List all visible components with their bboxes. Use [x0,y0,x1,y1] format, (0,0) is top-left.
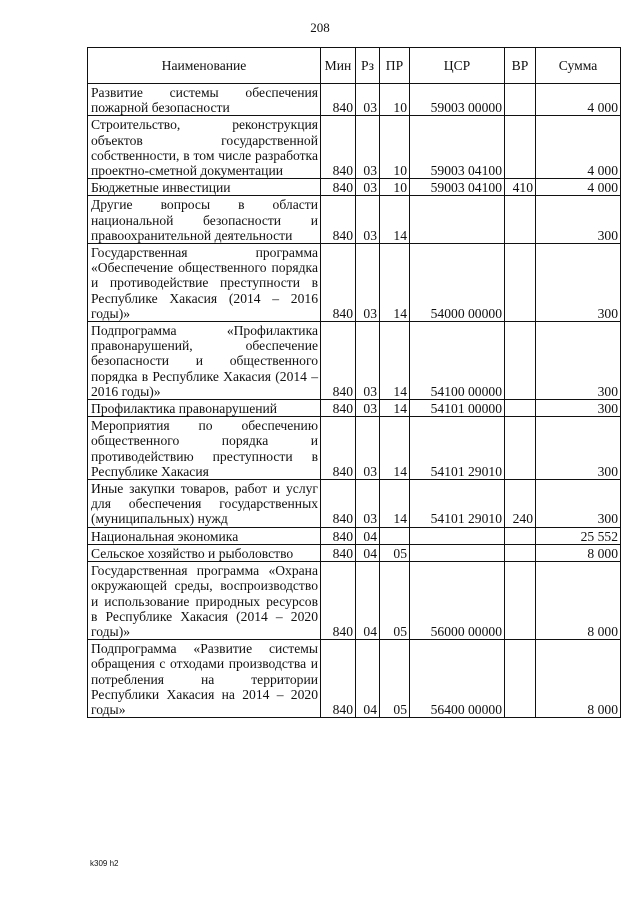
row-name: Иные закупки товаров, работ и услуг для обеспечения государственных (муниципальных) нужд [88,480,321,528]
row-vr [505,544,536,561]
row-min: 840 [321,84,356,116]
row-csr: 54101 00000 [410,400,505,417]
row-rz: 03 [356,400,380,417]
row-min: 840 [321,527,356,544]
row-sum: 8 000 [536,544,621,561]
table-header-row [88,48,621,84]
row-sum: 300 [536,417,621,480]
row-sum: 300 [536,322,621,400]
row-min: 840 [321,640,356,718]
row-pr: 14 [380,322,410,400]
row-name: Мероприятия по обеспечению общественного порядка и противодействию преступности в Республике Хакасия [88,417,321,480]
row-min: 840 [321,116,356,179]
row-rz: 03 [356,417,380,480]
row-vr [505,640,536,718]
row-pr: 14 [380,196,410,244]
header-rz: Рз [356,48,380,84]
row-rz: 03 [356,196,380,244]
row-name: Государственная программа «Охрана окружающей среды, воспроизводство и использование природных ресурсов в Республике Хакасия (2014 – 2020 годы)» [88,562,321,640]
row-min: 840 [321,417,356,480]
row-csr: 54101 29010 [410,480,505,528]
row-csr: 54101 29010 [410,417,505,480]
row-min: 840 [321,400,356,417]
row-csr [410,527,505,544]
row-vr [505,116,536,179]
row-csr: 54100 00000 [410,322,505,400]
header-vr: ВР [505,48,536,84]
row-vr [505,322,536,400]
row-min: 840 [321,244,356,322]
row-vr: 240 [505,480,536,528]
row-pr: 14 [380,417,410,480]
budget-table [87,47,621,718]
row-pr: 10 [380,179,410,196]
row-min: 840 [321,196,356,244]
table-row [88,84,621,116]
row-rz: 03 [356,116,380,179]
page-number: 208 [310,20,330,35]
row-pr: 05 [380,544,410,561]
row-pr: 14 [380,244,410,322]
row-pr: 05 [380,640,410,718]
row-vr: 410 [505,179,536,196]
row-csr: 59003 04100 [410,179,505,196]
row-pr: 14 [380,480,410,528]
row-name: Бюджетные инвестиции [88,179,321,196]
header-pr: ПР [380,48,410,84]
row-csr: 54000 00000 [410,244,505,322]
row-name: Строительство, реконструкция объектов государственной собственности, в том числе разработка проектно-сметной документации [88,116,321,179]
header-name: Наименование [88,48,321,84]
header-min: Мин [321,48,356,84]
row-sum: 4 000 [536,116,621,179]
row-sum: 300 [536,400,621,417]
row-rz: 04 [356,640,380,718]
table-row [88,527,621,544]
footer-code: k309 h2 [90,859,119,868]
row-vr [505,417,536,480]
table-body [88,84,621,718]
row-csr [410,196,505,244]
row-csr: 56400 00000 [410,640,505,718]
table-row [88,116,621,179]
row-pr: 10 [380,84,410,116]
row-min: 840 [321,480,356,528]
row-name: Национальная экономика [88,527,321,544]
row-name: Сельское хозяйство и рыболовство [88,544,321,561]
row-name: Профилактика правонарушений [88,400,321,417]
row-pr [380,527,410,544]
row-csr [410,544,505,561]
table-row [88,196,621,244]
row-min: 840 [321,322,356,400]
header-sum: Сумма [536,48,621,84]
table-row [88,322,621,400]
row-rz: 04 [356,544,380,561]
row-rz: 03 [356,244,380,322]
row-name: Другие вопросы в области национальной безопасности и правоохранительной деятельности [88,196,321,244]
table-row [88,179,621,196]
row-name: Развитие системы обеспечения пожарной безопасности [88,84,321,116]
row-sum: 300 [536,244,621,322]
table-row [88,562,621,640]
row-sum: 300 [536,480,621,528]
row-min: 840 [321,544,356,561]
row-vr [505,562,536,640]
row-csr: 59003 00000 [410,84,505,116]
row-vr [505,400,536,417]
row-sum: 8 000 [536,562,621,640]
row-csr: 56000 00000 [410,562,505,640]
row-rz: 03 [356,84,380,116]
row-pr: 10 [380,116,410,179]
row-pr: 05 [380,562,410,640]
row-rz: 03 [356,179,380,196]
row-name: Государственная программа «Обеспечение общественного порядка и противодействие преступности в Республике Хакасия (2014 – 2016 годы)» [88,244,321,322]
row-vr [505,84,536,116]
row-name: Подпрограмма «Профилактика правонарушений, обеспечение безопасности и общественного порядка в Республике Хакасия (2014 – 2016 годы)» [88,322,321,400]
row-name: Подпрограмма «Развитие системы обращения с отходами производства и потребления на территории Республики Хакасия на 2014 – 2020 годы» [88,640,321,718]
table-row [88,480,621,528]
row-sum: 8 000 [536,640,621,718]
row-vr [505,196,536,244]
row-sum: 4 000 [536,179,621,196]
row-vr [505,244,536,322]
row-min: 840 [321,562,356,640]
row-pr: 14 [380,400,410,417]
row-sum: 4 000 [536,84,621,116]
table-row [88,544,621,561]
row-rz: 03 [356,322,380,400]
table-row [88,244,621,322]
row-csr: 59003 04100 [410,116,505,179]
table-row [88,640,621,718]
row-min: 840 [321,179,356,196]
row-rz: 04 [356,562,380,640]
row-sum: 300 [536,196,621,244]
row-vr [505,527,536,544]
row-rz: 03 [356,480,380,528]
table-row [88,400,621,417]
table-row [88,417,621,480]
header-csr: ЦСР [410,48,505,84]
row-sum: 25 552 [536,527,621,544]
row-rz: 04 [356,527,380,544]
